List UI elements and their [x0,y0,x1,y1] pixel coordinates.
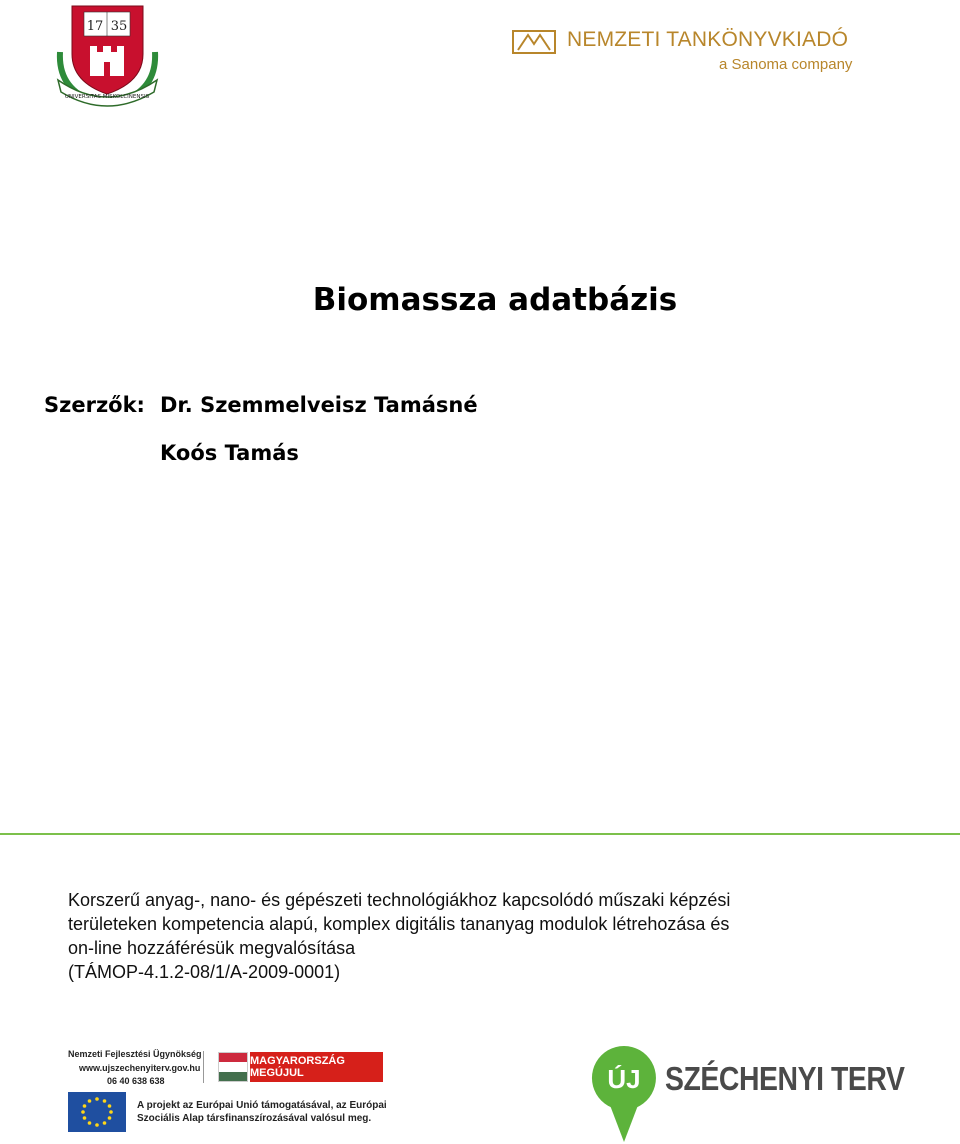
agency-phone: 06 40 638 638 [107,1076,165,1086]
crest-year-right: 35 [110,19,128,34]
eu-funding-line: A projekt az Európai Unió támogatásával, az Európai [137,1100,387,1111]
eu-funding-note [137,1099,387,1125]
project-description [68,888,788,984]
project-line: Korszerű anyag-, nano- és gépészeti technológiákhoz kapcsolódó műszaki képzési [68,890,731,910]
agency-website: www.ujszechenyiterv.gov.hu [79,1063,201,1073]
authors-label: Szerzők: [44,393,145,417]
project-line: on-line hozzáférésük megvalósítása [68,938,356,958]
publisher-logo [512,28,862,78]
section-divider [0,833,960,835]
author-name: Dr. Szemmelveisz Tamásné [160,393,478,417]
hungarian-flag-icon [218,1052,248,1082]
book-mark-icon [512,30,556,54]
crest-year-left: 17 [86,19,104,34]
eu-funding-line: Szociális Alap társfinanszírozásával valósul meg. [137,1113,372,1124]
footer-separator [203,1051,204,1083]
university-crest-icon [50,2,165,110]
uj-badge-icon [590,1044,658,1144]
publisher-name: NEMZETI TANKÖNYVKIADÓ [567,28,849,51]
crest-motto: UNIVERSITAS MISKOLCINENSIS [64,94,150,100]
project-code: (TÁMOP-4.1.2-08/1/A-2009-0001) [68,962,341,982]
project-line: területeken kompetencia alapú, komplex digitális tananyag modulok létrehozása és [68,914,730,934]
document-title: Biomassza adatbázis [312,282,678,318]
szechenyi-terv-text: SZÉCHENYI TERV [665,1060,905,1097]
author-name: Koós Tamás [160,441,299,465]
eu-flag-icon [68,1092,126,1132]
publisher-tagline: a Sanoma company [719,56,853,73]
uj-badge-text: ÚJ [607,1064,641,1094]
renewal-banner: MAGYARORSZÁG MEGÚJUL [250,1052,383,1082]
agency-name: Nemzeti Fejlesztési Ügynökség [68,1049,202,1059]
